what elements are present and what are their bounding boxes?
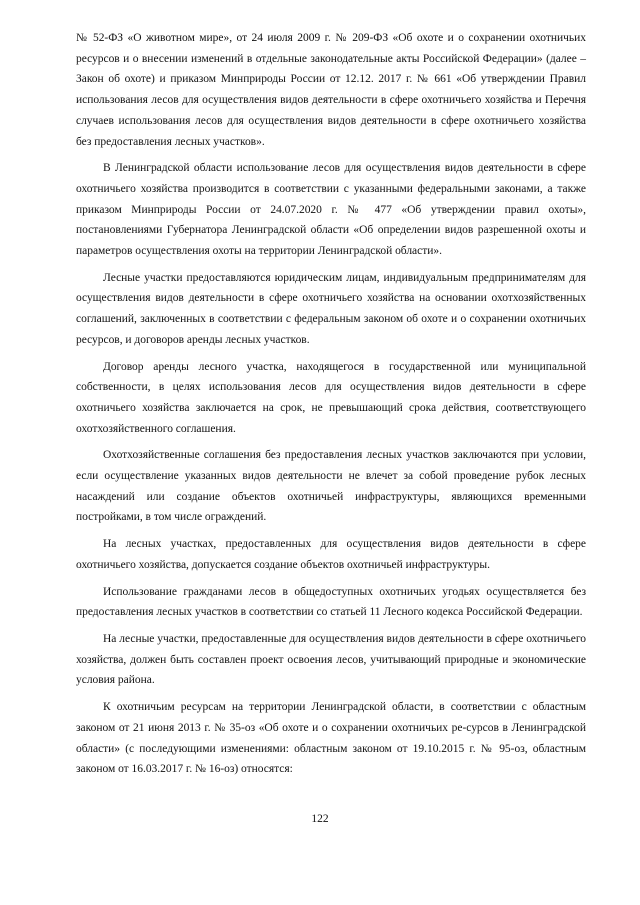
paragraph: К охотничьим ресурсам на территории Ленинградской области, в соответствии с областным законом от 21 июня 2013 г. № 35-оз «Об охоте и о сохранении охотничьих ре-сурсов в Ленинградской области» (с последующими изменениями: областным законом от 19.10.2015 г. № 95-оз, областным законом от 16.03.2017 г. № 16-оз) относятся: bbox=[76, 701, 586, 776]
paragraph-continuation: № 52-ФЗ «О животном мире», от 24 июля 2009 г. № 209-ФЗ «Об охоте и о сохранении охотничьих ресурсов и о внесении изменений в отдельные законодательные акты Российской Федерации» (далее – Закон об охоте) и приказом Минприроды России от 12.12. 2017 г. № 661 «Об утверждении Правил использования лесов для осуществления видов деятельности в сфере охотничьего хозяйства и Перечня случаев использования лесов для осуществления видов деятельности в сфере охотничьего хозяйства без предоставления лесных участков». bbox=[76, 32, 586, 148]
paragraph: Использование гражданами лесов в общедоступных охотничьих угодьях осуществляется без предоставления лесных участков в соответствии со статьей 11 Лесного кодекса Российской Федерации. bbox=[76, 585, 586, 619]
page-number: 122 bbox=[311, 813, 329, 825]
paragraph: В Ленинградской области использование лесов для осуществления видов деятельности в сфере охотничьего хозяйства производится в соответствии с указанными федеральными законами, а также приказом Минприроды России от 24.07.2020 г. № 477 «Об утверждении правил охоты», постановлениями Губернатора Ленинградской области «Об определении видов разрешенной охоты и параметров осуществления охоты на территории Ленинградской области». bbox=[76, 162, 586, 258]
paragraph: Договор аренды лесного участка, находящегося в государственной или муниципальной собственности, в целях использования лесов для осуществления видов деятельности в сфере охотничьего хозяйства заключается на срок, не превышающий срока действия, соответствующего охотхозяйственного соглашения. bbox=[76, 360, 586, 435]
paragraph: Лесные участки предоставляются юридическим лицам, индивидуальным предпринимателям для осуществления видов деятельности в сфере охотничьего хозяйства на основании охотхозяйственных соглашений, заключенных в соответствии с федеральным законом об охоте и о сохранении охотничьих ресурсов, и договоров аренды лесных участков. bbox=[76, 271, 586, 346]
paragraph: На лесные участки, предоставленные для осуществления видов деятельности в сфере охотничьего хозяйства, должен быть составлен проект освоения лесов, учитывающий природные и экономические условия района. bbox=[76, 632, 586, 687]
paragraph: Охотхозяйственные соглашения без предоставления лесных участков заключаются при условии, если осуществление указанных видов деятельности не влечет за собой проведение рубок лесных насаждений или создание объектов охотничьей инфраструктуры, являющихся временными постройками, в том числе ограждений. bbox=[76, 449, 586, 524]
paragraph: На лесных участках, предоставленных для осуществления видов деятельности в сфере охотничьего хозяйства, допускается создание объектов охотничьей инфраструктуры. bbox=[76, 538, 586, 571]
page-body bbox=[76, 28, 586, 786]
